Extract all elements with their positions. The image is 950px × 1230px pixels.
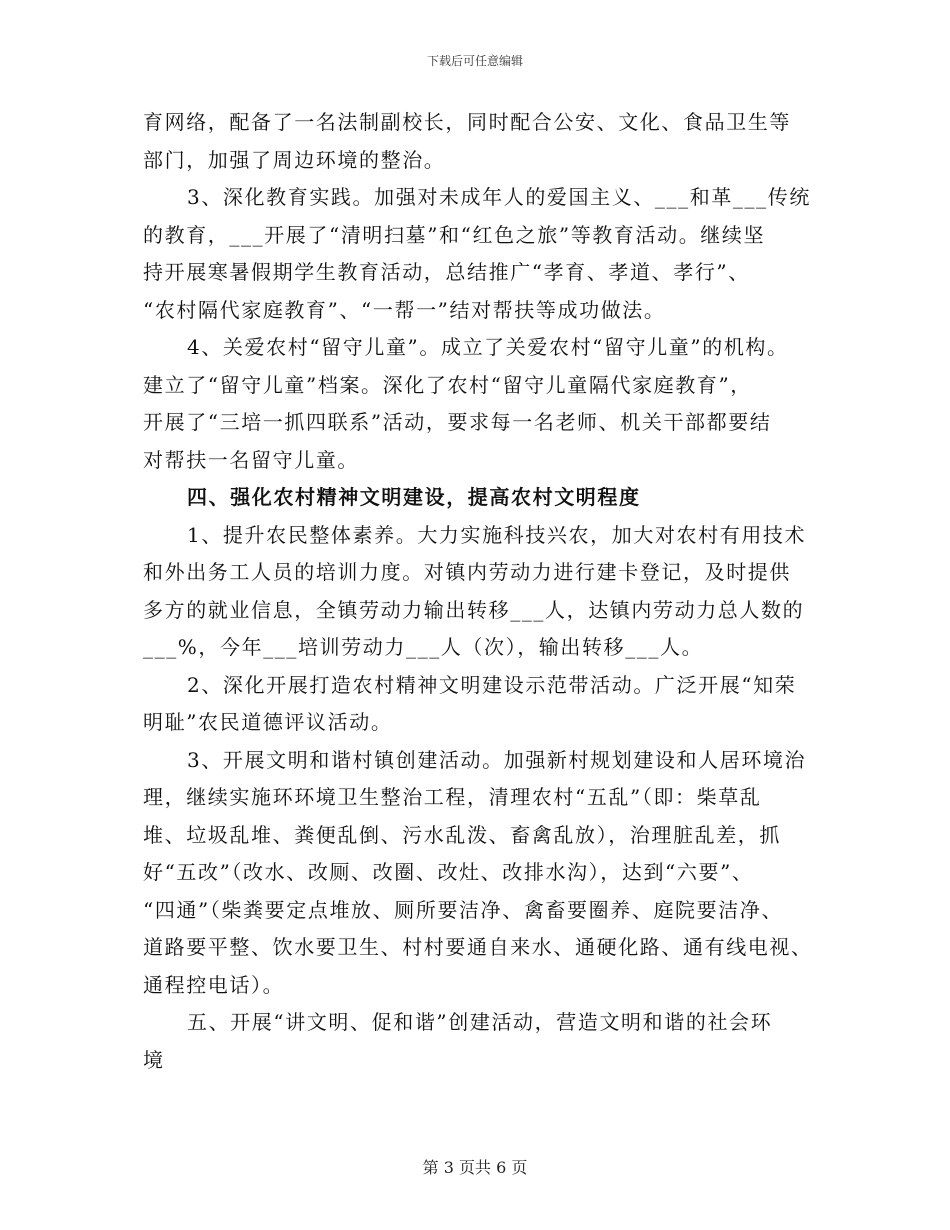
section-heading-line: 四、强化农村精神文明建设，提高农村文明程度 xyxy=(187,485,641,509)
page-footer: 第 3 页共 6 页 xyxy=(422,1158,528,1177)
text-line: 道路要平整、饮水要卫生、村村要通自来水、通硬化路、通有线电视、 xyxy=(143,935,813,959)
text-line: 的教育，___开展了“清明扫墓”和“红色之旅”等教育活动。继续坚 xyxy=(143,222,766,247)
text-line: 多方的就业信息，全镇劳动力输出转移___人，达镇内劳动力总人数的 xyxy=(143,597,805,622)
text-line: 境 xyxy=(143,1047,165,1072)
page-header: 下载后可任意编辑 xyxy=(426,54,523,68)
document-body xyxy=(143,104,823,1079)
text-line: 好“五改”（改水、改厕、改圈、改灶、改排水沟），达到“六要”、 xyxy=(143,860,754,884)
text-line: 3、深化教育实践。加强对未成年人的爱国主义、___和革___传统 xyxy=(187,185,811,209)
text-line: 和外出务工人员的培训力度。对镇内劳动力进行建卡登记，及时提供 xyxy=(143,560,791,584)
text-line: 建立了“留守儿童”档案。深化了农村“留守儿童隔代家庭教育”， xyxy=(143,372,752,397)
text-line: 五、开展“讲文明、促和谐”创建活动，营造文明和谐的社会环 xyxy=(187,1010,773,1034)
text-line: “农村隔代家庭教育”、“一帮一”结对帮扶等成功做法。 xyxy=(143,297,666,322)
text-line: 对帮扶一名留守儿童。 xyxy=(143,447,359,472)
text-line: 理，继续实施环环境卫生整治工程，清理农村“五乱”（即：柴草乱 xyxy=(143,785,762,809)
text-line: ___%，今年___培训劳动力___人（次），输出转移___人。 xyxy=(143,635,704,659)
text-line: 明耻”农民道德评议活动。 xyxy=(143,710,393,734)
text-line: “四通”（柴粪要定点堆放、厕所要洁净、禽畜要圈养、庭院要洁净、 xyxy=(143,897,784,922)
text-line: 部门，加强了周边环境的整治。 xyxy=(143,147,446,172)
text-line: 3、开展文明和谐村镇创建活动。加强新村规划建设和人居环境治 xyxy=(187,747,807,772)
text-line: 持开展寒暑假期学生教育活动，总结推广“孝育、孝道、孝行”、 xyxy=(143,260,750,284)
text-line: 育网络，配备了一名法制副校长，同时配合公安、文化、食品卫生等 xyxy=(143,110,791,134)
text-line: 开展了“三培一抓四联系”活动，要求每一名老师、机关干部都要结 xyxy=(143,410,772,434)
text-line: 通程控电话）。 xyxy=(143,972,285,997)
text-line: 1、提升农民整体素养。大力实施科技兴农，加大对农村有用技术 xyxy=(187,522,807,547)
text-line: 堆、垃圾乱堆、粪便乱倒、污水乱泼、畜禽乱放），治理脏乱差，抓 xyxy=(143,822,781,847)
text-line: 4、关爱农村“留守儿童”。成立了关爱农村“留守儿童”的机构。 xyxy=(187,335,789,359)
text-line: 2、深化开展打造农村精神文明建设示范带活动。广泛开展“知荣 xyxy=(187,672,797,697)
